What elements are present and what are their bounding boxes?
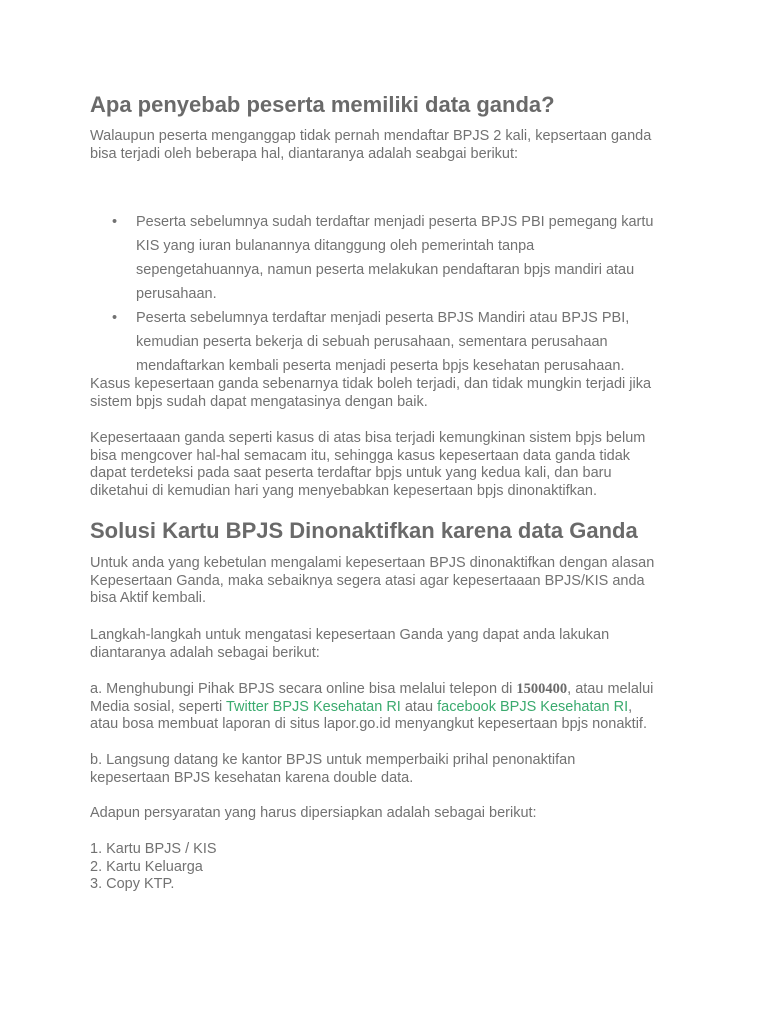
text-line [90, 699, 700, 717]
paragraph [90, 555, 700, 608]
text-line: kemudian peserta bekerja di sebuah perusahaan, sementara perusahaan [136, 334, 608, 350]
requirements-list [90, 841, 700, 894]
text-line: sepengetahuannya, namun peserta melakukan pendaftaran bpjs mandiri atau [136, 262, 635, 278]
twitter-link[interactable]: Twitter BPJS Kesehatan RI [225, 698, 401, 715]
text-line: bisa terjadi oleh beberapa hal, diantaranya adalah seabgai berikut: [90, 145, 519, 162]
list-item: 3. Copy KTP. [90, 876, 175, 892]
step-a [90, 681, 700, 734]
list-item [90, 210, 690, 306]
text-line: Untuk anda yang kebetulan mengalami kepesertaan BPJS dinonaktifkan dengan alasan [90, 555, 655, 571]
text-line [90, 681, 700, 699]
text-line: kepesertaan BPJS kesehatan karena double data. [90, 769, 414, 786]
requirements-intro: Adapun persyaratan yang harus dipersiapkan adalah sebagai berikut: [90, 805, 537, 821]
text-line: Kepesertaan Ganda, maka sebaiknya segera atasi agar kepesertaaan BPJS/KIS anda [90, 572, 645, 589]
text-line: Kepesertaaan ganda seperti kasus di atas bisa terjadi kemungkinan sistem bpjs belum [90, 430, 646, 446]
text-line: Langkah-langkah untuk mengatasi kepesertaan Ganda yang dapat anda lakukan [90, 627, 610, 643]
paragraph [90, 376, 700, 411]
text-line: diketahui di kemudian hari yang menyebabkan kepesertaan bpjs dinonaktifkan. [90, 482, 598, 499]
step-a-text: a. Menghubungi Pihak BPJS secara online bisa melalui telepon di [90, 681, 517, 697]
list-item: 1. Kartu BPJS / KIS [90, 841, 217, 857]
text-line: bisa Aktif kembali. [90, 590, 207, 606]
section-heading-1: Apa penyebab peserta memiliki data ganda? [90, 92, 555, 117]
text-line: diantaranya adalah sebagai berikut: [90, 644, 320, 661]
list-item: 2. Kartu Keluarga [90, 858, 203, 875]
bullet-list [90, 210, 690, 378]
text-line: Peserta sebelumnya terdaftar menjadi peserta BPJS Mandiri atau BPJS PBI, [136, 310, 630, 326]
text-line: bisa mengcover hal-hal semacam itu, sehingga kasus kepesertaan data ganda tidak [90, 447, 631, 464]
facebook-link[interactable]: facebook BPJS Kesehatan RI [437, 698, 629, 715]
text-line: atau bosa membuat laporan di situs lapor.go.id menyangkut kepesertaan bpjs nonaktif. [90, 716, 647, 732]
text-line: Peserta sebelumnya sudah terdaftar menjadi peserta BPJS PBI pemegang kartu [136, 214, 654, 230]
bullet-icon: • [112, 310, 118, 326]
text-line: mendaftarkan kembali peserta menjadi peserta bpjs kesehatan perusahaan. [136, 358, 625, 374]
intro-paragraph [90, 128, 700, 163]
list-item [90, 306, 690, 378]
phone-number: 1500400 [516, 681, 568, 697]
text-line: perusahaan. [136, 286, 217, 302]
paragraph [90, 430, 700, 500]
text-line: dapat terdeteksi pada saat peserta terdaftar bpjs untuk yang kedua kali, dan baru [90, 465, 612, 481]
step-b [90, 752, 700, 787]
paragraph [90, 627, 700, 662]
text-line: KIS yang iuran bulanannya ditanggung oleh pemerintah tanpa [136, 238, 535, 254]
step-a-text: , atau melalui [567, 681, 654, 697]
section-heading-2: Solusi Kartu BPJS Dinonaktifkan karena data Ganda [90, 518, 638, 543]
text-line: sistem bpjs sudah dapat mengatasinya dengan baik. [90, 393, 428, 410]
step-a-text: atau [400, 698, 438, 715]
step-a-text: Media sosial, seperti [90, 698, 226, 715]
text-line: Kasus kepesertaan ganda sebenarnya tidak boleh terjadi, dan tidak mungkin terjadi jika [90, 376, 652, 392]
step-a-text: , [628, 698, 633, 715]
bullet-icon: • [112, 214, 118, 230]
text-line: Walaupun peserta menganggap tidak pernah mendaftar BPJS 2 kali, kepsertaan ganda [90, 128, 652, 144]
text-line: b. Langsung datang ke kantor BPJS untuk memperbaiki prihal penonaktifan [90, 752, 576, 768]
